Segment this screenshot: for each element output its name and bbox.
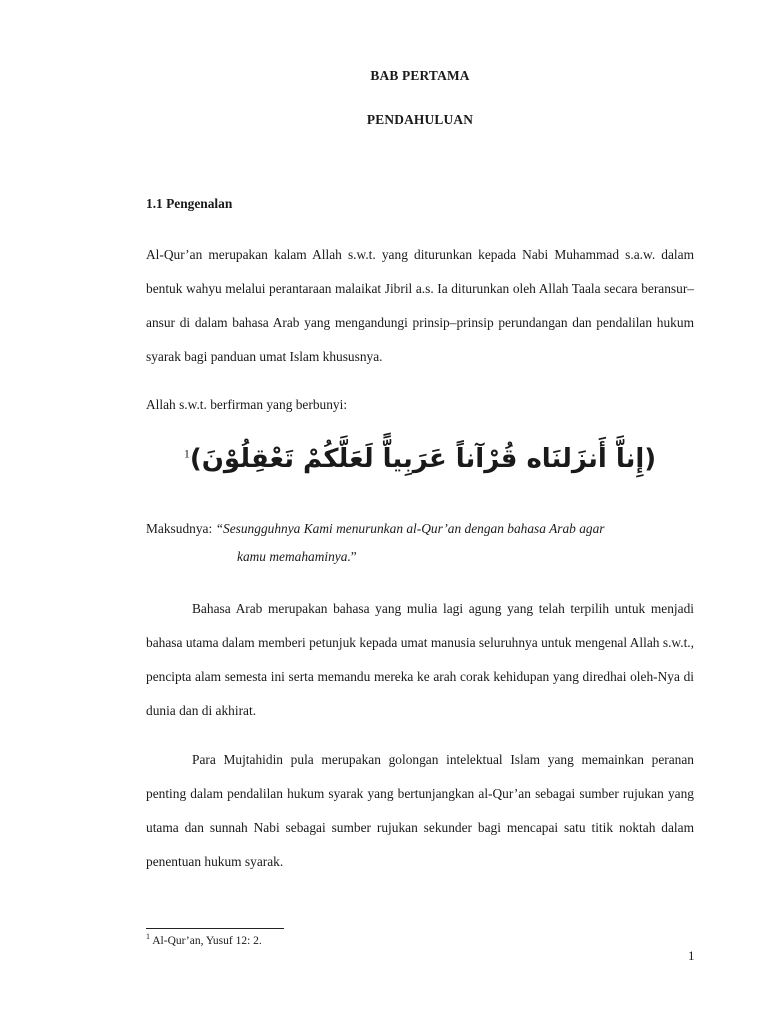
chapter-label: BAB PERTAMA [370,68,470,83]
translation-line-2-wrap [237,549,357,565]
page-number: 1 [688,948,695,963]
paragraph-mujtahidin: Para Mujtahidin pula merupakan golongan intelektual Islam yang memainkan peranan penting dalam pendalilan hukum syarak yang bertunjangkan al-Qur’an sebagai sumber rujukan yang utama dan sunnah Nabi sebagai sumber rujukan sekunder bagi mencapai satu titik noktah dalam penentuan hukum syarak. [146,752,694,869]
footnote-number: 1 [146,932,150,941]
translation-line-2: kamu memahaminya. [237,549,351,564]
paragraph-bahasa-arab: Bahasa Arab merupakan bahasa yang mulia lagi agung yang telah terpilih untuk menjadi bahasa utama dalam memberi petunjuk kepada umat manusia seluruhnya untuk mengenal Allah s.w.t., pencipta alam semesta ini serta memandu mereka ke arah corak kehidupan yang diredhai oleh-Nya di dunia dan di akhirat. [146,601,694,718]
verse-arabic-text: (إِناَّ أَنزَلنَاه قُرْآناً عَرَبِياًّ لَعَلَّكُمْ تَعْقِلُوْنَ) [189,444,657,474]
quran-verse [146,444,694,474]
translation-line-1: “Sesungguhnya Kami menurunkan al-Qur’an dengan bahasa Arab agar [215,521,605,536]
translation-label: Maksudnya: [146,521,216,536]
section-heading: 1.1 Pengenalan [146,196,233,211]
translation-block [146,512,694,546]
verse-intro-line: Allah s.w.t. berfirman yang berbunyi: [146,397,348,412]
translation-close-quote: ” [350,549,357,564]
chapter-title: PENDAHULUAN [366,112,474,127]
footnote-text: Al-Qur’an, Yusuf 12: 2. [150,934,262,947]
footnote-reference: 1 [183,446,190,461]
paragraph-intro: Al-Qur’an merupakan kalam Allah s.w.t. yang diturunkan kepada Nabi Muhammad s.a.w. dalam bentuk wahyu melalui perantaraan malaikat Jibril a.s. Ia diturunkan oleh Allah Taala secara beransur–ansur di dalam bahasa Arab yang mengandungi prinsip–prinsip perundangan dan pendalilan hukum syarak bagi panduan umat Islam khususnya. [146,247,694,364]
footnote [146,932,262,947]
footnote-divider [146,928,284,929]
